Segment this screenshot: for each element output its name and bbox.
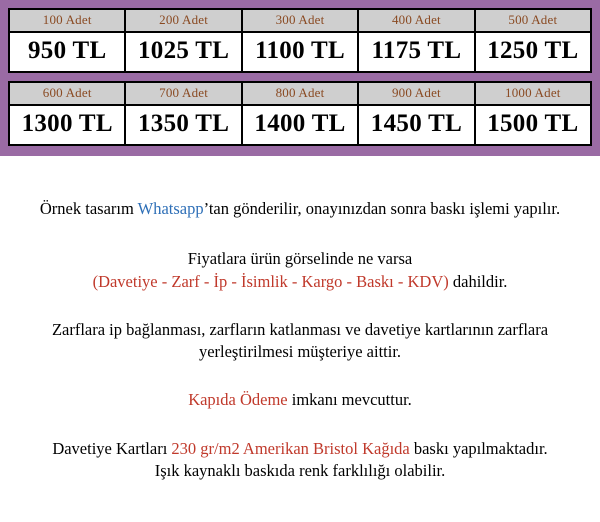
note-line: Fiyatlara ürün görselinde ne varsa	[187, 249, 413, 269]
price-value: 1025 TL	[137, 37, 230, 64]
quantity-label: 700 Adet	[126, 83, 240, 106]
quantity-label: 900 Adet	[359, 83, 473, 106]
quantity-label: 600 Adet	[10, 83, 124, 106]
price-value: 950 TL	[27, 37, 107, 64]
price-cell	[243, 10, 359, 71]
note-line: Zarflara ip bağlanması, zarfların katlanması ve davetiye kartlarının zarflara	[51, 319, 549, 339]
price-cell	[243, 83, 359, 144]
note-text: baskı yapılmaktadır.	[409, 438, 548, 458]
price-value: 1400 TL	[254, 110, 346, 137]
price-cell	[476, 83, 590, 144]
note-text: imkanı mevcuttur.	[287, 390, 412, 410]
note-line: yerleştirilmesi müşteriye aittir.	[198, 342, 402, 362]
price-value: 1250 TL	[487, 37, 579, 64]
quantity-label: 100 Adet	[10, 10, 124, 33]
info-notes	[0, 156, 600, 482]
price-cell	[10, 10, 126, 71]
quantity-label: 400 Adet	[359, 10, 473, 33]
price-value: 1175 TL	[371, 37, 462, 64]
note-text: ’tan gönderilir, onayınızdan sonra baskı işlemi yapılır.	[203, 199, 561, 218]
note-paper	[14, 438, 586, 483]
price-value: 1350 TL	[137, 110, 230, 137]
price-cell	[126, 10, 242, 71]
quantity-label: 500 Adet	[476, 10, 590, 33]
note-text: dahildir.	[448, 271, 508, 291]
paper-type-highlight: 230 gr/m2 Amerikan Bristol Kağıda	[171, 438, 410, 458]
price-cell	[359, 10, 475, 71]
quantity-label: 1000 Adet	[476, 83, 590, 106]
quantity-label: 300 Adet	[243, 10, 357, 33]
whatsapp-highlight: Whatsapp	[137, 199, 204, 218]
note-customer-responsibility	[14, 319, 586, 364]
quantity-label: 200 Adet	[126, 10, 240, 33]
note-text: Davetiye Kartları	[52, 438, 172, 458]
price-value: 1100 TL	[255, 37, 345, 64]
note-payment	[14, 389, 586, 411]
price-cell	[10, 83, 126, 144]
price-cell	[359, 83, 475, 144]
cash-on-delivery-highlight: Kapıda Ödeme	[188, 390, 288, 410]
note-text: Örnek tasarım	[39, 199, 138, 218]
price-value: 1450 TL	[370, 110, 463, 137]
price-cell	[476, 10, 590, 71]
price-value: 1300 TL	[21, 110, 113, 137]
price-cell	[126, 83, 242, 144]
price-table-row	[8, 81, 592, 146]
price-table	[0, 0, 600, 156]
note-included	[14, 248, 586, 293]
price-table-row	[8, 8, 592, 73]
note-whatsapp	[14, 198, 586, 220]
note-line: Işık kaynaklı baskıda renk farklılığı olabilir.	[154, 460, 446, 480]
included-items-highlight: (Davetiye - Zarf - İp - İsimlik - Kargo - Baskı - KDV)	[92, 271, 449, 291]
price-value: 1500 TL	[487, 110, 579, 137]
quantity-label: 800 Adet	[243, 83, 357, 106]
